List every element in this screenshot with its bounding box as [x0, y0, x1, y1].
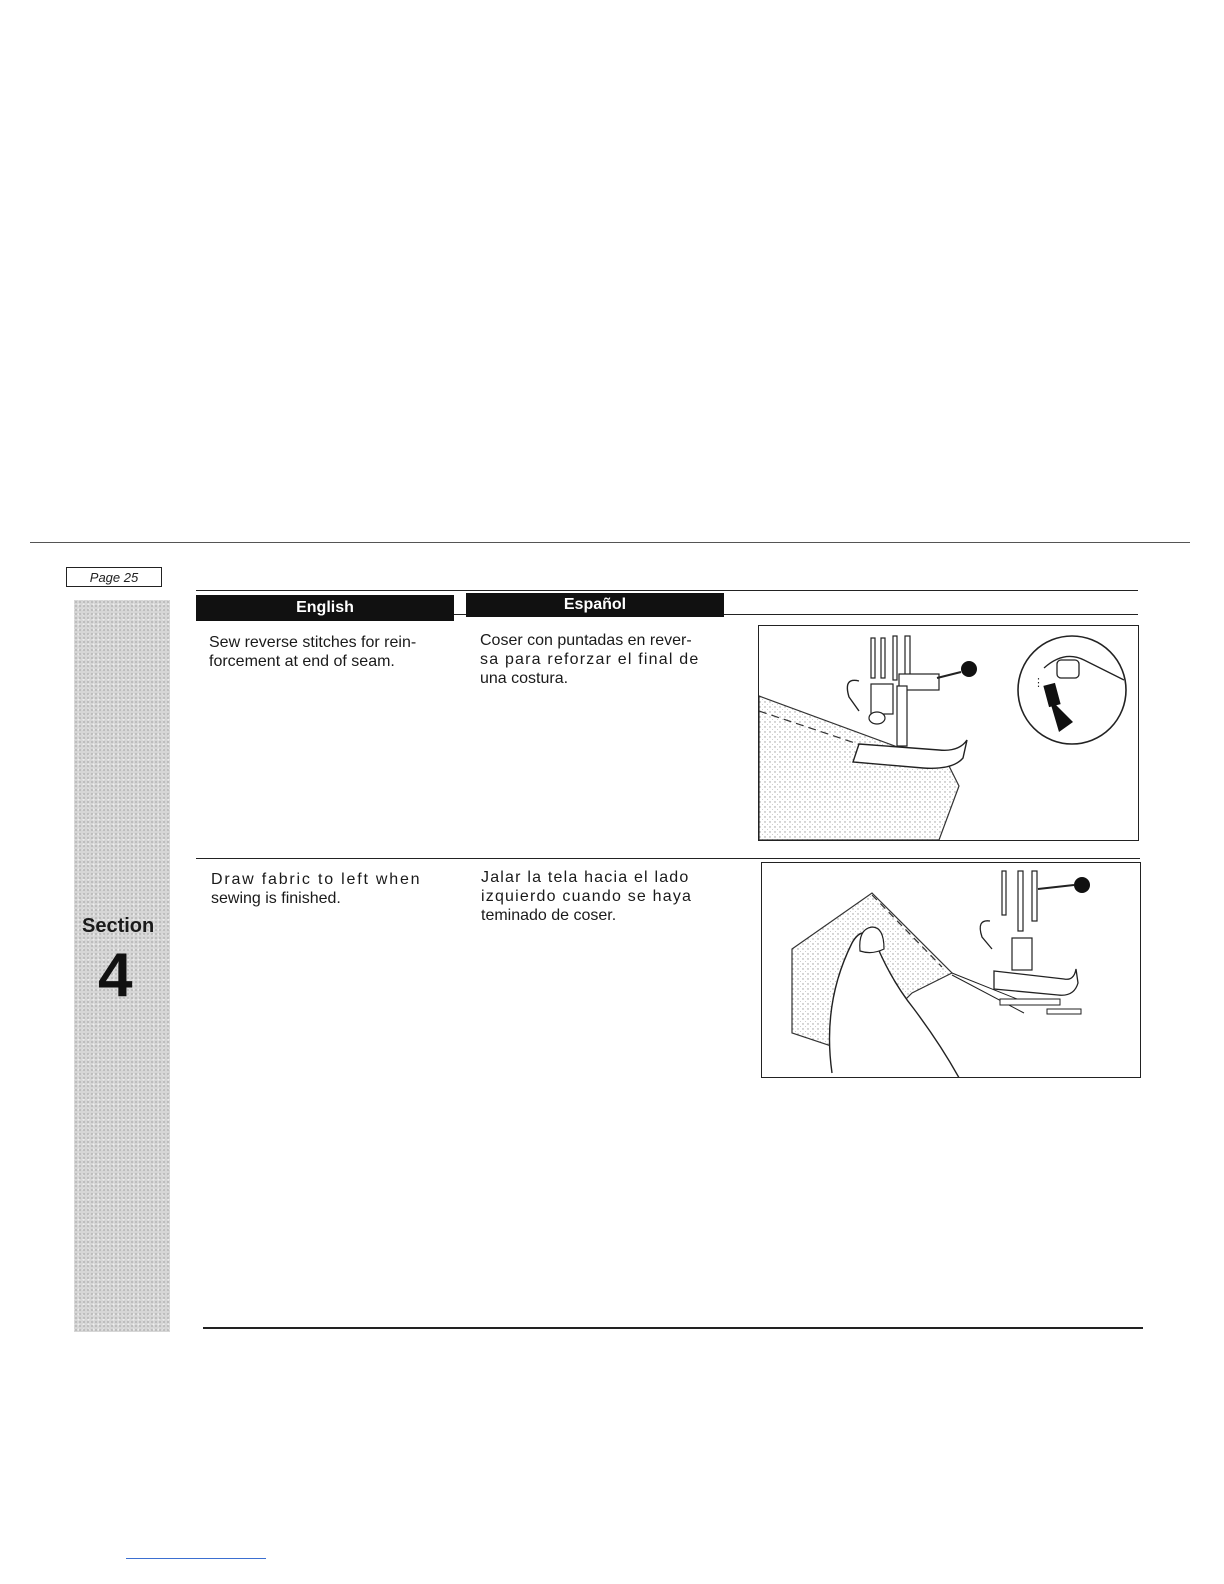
svg-text:⋮: ⋮: [1033, 676, 1044, 689]
text-line: teminado de coser.: [481, 907, 617, 924]
step1-english-text: [209, 633, 416, 671]
text-line: sewing is finished.: [211, 890, 341, 907]
text-line: sa para reforzar el final de: [480, 651, 700, 668]
section-label: Section: [82, 915, 155, 937]
text-line: Sew reverse stitches for rein-: [209, 634, 417, 651]
draw-fabric-illustration: [762, 863, 1140, 1077]
text-line: izquierdo cuando se haya: [481, 888, 693, 905]
text-line: Jalar la tela hacia el lado: [481, 869, 690, 886]
scan-edge-line: [30, 542, 1190, 543]
english-header: [196, 595, 454, 621]
text-line: una costura.: [480, 670, 569, 687]
section-number: 4: [98, 941, 133, 1010]
header-top-rule: [196, 590, 1138, 591]
footer-rule: [203, 1327, 1143, 1329]
spanish-header-label: Español: [563, 596, 627, 613]
english-header-label: English: [296, 599, 354, 616]
reverse-stitch-illustration: [759, 626, 1138, 840]
page-number-label: Page 25: [66, 567, 162, 587]
step-separator-rule: [196, 858, 1140, 859]
step2-english-text: [211, 870, 421, 908]
step2-figure: [761, 862, 1141, 1078]
scan-edge-bottom: [126, 1558, 266, 1559]
text-line: Coser con puntadas en rever-: [480, 632, 692, 649]
text-line: forcement at end of seam.: [209, 653, 395, 670]
text-line: Draw fabric to left when: [211, 871, 422, 888]
step2-spanish-text: [481, 868, 692, 925]
spanish-header: [466, 593, 724, 617]
step1-spanish-text: [480, 631, 699, 688]
step1-figure: [758, 625, 1139, 841]
